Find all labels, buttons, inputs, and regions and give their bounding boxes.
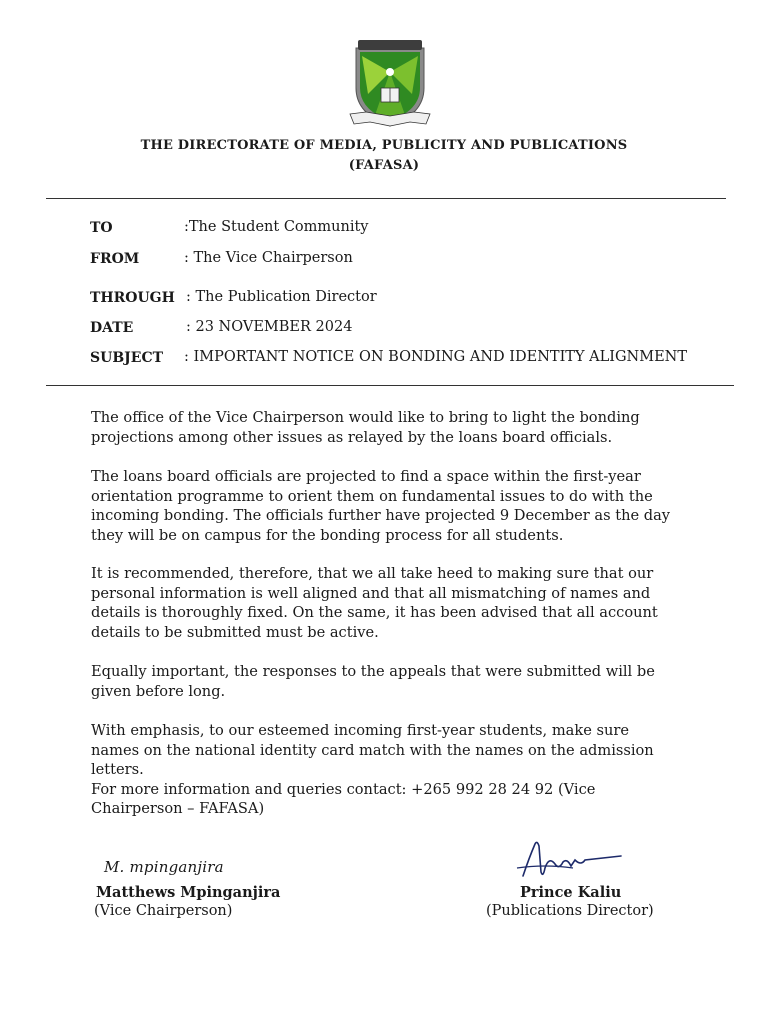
date-value: : 23 NOVEMBER 2024 xyxy=(186,319,353,335)
subject-label: SUBJECT xyxy=(90,350,164,366)
to-label: TO xyxy=(90,220,113,236)
body-paragraph-1 xyxy=(91,408,681,447)
signature-right-icon xyxy=(515,838,627,882)
text-line: details is thoroughly fixed. On the same, it has been advised that all account xyxy=(91,604,658,621)
through-value: : The Publication Director xyxy=(186,289,377,305)
text-line: incoming bonding. The officials further have projected 9 December as the day xyxy=(91,507,671,524)
text-line: The loans board officials are projected to find a space within the first-year xyxy=(91,468,641,485)
text-line: projections among other issues as relayed by the loans board officials. xyxy=(91,428,613,446)
body-paragraph-4 xyxy=(91,662,681,701)
through-label: THROUGH xyxy=(90,290,175,306)
university-crest-icon xyxy=(348,34,432,130)
body-paragraph-3 xyxy=(91,564,681,642)
body-paragraph-5 xyxy=(91,721,681,819)
to-value: :The Student Community xyxy=(184,219,369,235)
signatory-role-left: (Vice Chairperson) xyxy=(94,903,233,919)
text-line: details to be submitted must be active. xyxy=(91,623,379,641)
text-line: names on the national identity card match with the names on the admission xyxy=(91,741,654,759)
text-line: they will be on campus for the bonding process for all students. xyxy=(91,526,564,544)
signatory-name-left: Matthews Mpinganjira xyxy=(96,884,281,901)
text-line: orientation programme to orient them on fundamental issues to do with the xyxy=(91,487,653,505)
text-line: given before long. xyxy=(91,682,226,700)
directorate-title: THE DIRECTORATE OF MEDIA, PUBLICITY AND PUBLICATIONS xyxy=(140,138,628,153)
text-line: personal information is well aligned and that all mismatching of names and xyxy=(91,584,651,602)
text-line: It is recommended, therefore, that we all take heed to making sure that our xyxy=(91,565,654,582)
from-label: FROM xyxy=(90,251,140,267)
text-line: Equally important, the responses to the appeals that were submitted will be xyxy=(91,663,655,680)
signatory-name-right: Prince Kaliu xyxy=(520,884,622,901)
date-label: DATE xyxy=(90,320,134,336)
from-value: : The Vice Chairperson xyxy=(184,250,353,266)
text-line: With emphasis, to our esteemed incoming first-year students, make sure xyxy=(91,722,629,739)
signature-left-script: M. mpinganjira xyxy=(104,858,224,876)
divider xyxy=(46,198,726,199)
divider xyxy=(46,385,734,386)
text-line: Chairperson – FAFASA) xyxy=(91,800,265,817)
signatory-role-right: (Publications Director) xyxy=(486,903,654,919)
subject-value: : IMPORTANT NOTICE ON BONDING AND IDENTITY ALIGNMENT xyxy=(184,349,688,365)
text-line: letters. xyxy=(91,761,144,778)
text-line: For more information and queries contact: +265 992 28 24 92 (Vice xyxy=(91,780,596,798)
body-paragraph-2 xyxy=(91,467,681,545)
text-line: The office of the Vice Chairperson would like to bring to light the bonding xyxy=(91,409,640,426)
directorate-subtitle: (FAFASA) xyxy=(348,158,420,173)
